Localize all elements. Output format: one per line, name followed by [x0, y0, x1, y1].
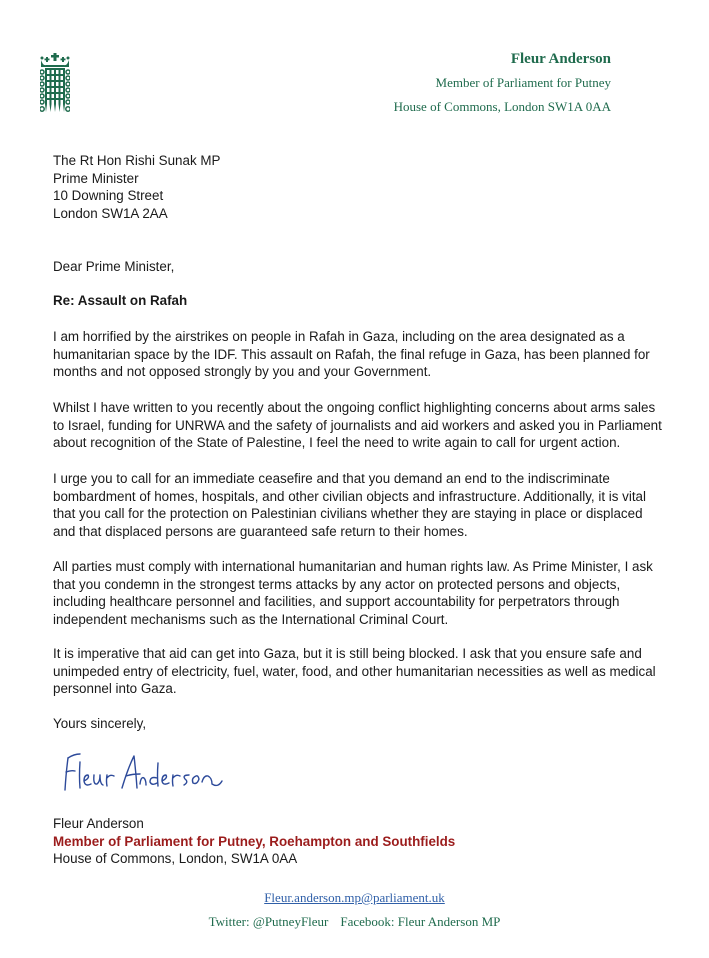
- paragraph: All parties must comply with international humanitarian and human rights law. As Prime Minister, I ask that you condemn in the strongest terms attacks by any actor on protected persons and objects, including healthcare personnel and facilities, and support accountability for perpetrators through independent mechanisms such as the International Criminal Court.: [53, 559, 653, 627]
- closing: Yours sincerely,: [53, 716, 147, 731]
- paragraph: I urge you to call for an immediate ceasefire and that you demand an end to the indiscriminate bombardment of homes, hospitals, and other civilian objects and infrastructure. Additionally, it is vital that you call for the protection on Palestinian civilians whether they are staying in place or displaced and that displaced persons are guaranteed safe return to their homes.: [53, 471, 646, 539]
- portcullis-icon: [40, 52, 70, 116]
- recipient-line: Prime Minister: [53, 170, 139, 186]
- email-link[interactable]: Fleur.anderson.mp@parliament.uk: [264, 890, 445, 905]
- paragraph: I am horrified by the airstrikes on people in Rafah in Gaza, including on the area designated as a humanitarian space by the IDF. This assault on Rafah, the final refuge in Gaza, has been planned for months and not opposed strongly by you and your Government.: [53, 329, 650, 379]
- facebook-page: Facebook: Fleur Anderson MP: [340, 914, 501, 929]
- paragraph: Whilst I have written to you recently about the ongoing conflict highlighting concerns about arms sales to Israel, funding for UNRWA and the safety of journalists and aid workers and asked you in Parliament about recognition of the State of Palestine, I feel the need to write again to call for urgent action.: [53, 400, 662, 450]
- letterhead-address: House of Commons, London SW1A 0AA: [393, 99, 611, 114]
- footer-email-row: [0, 890, 709, 906]
- twitter-handle: Twitter: @PutneyFleur: [208, 914, 329, 929]
- recipient-address: [53, 152, 663, 222]
- signatory-title: Member of Parliament for Putney, Roehampton and Southfields: [53, 833, 456, 849]
- footer-social-row: [0, 914, 709, 930]
- letterhead-name: Fleur Anderson: [510, 51, 611, 67]
- signatory-address: House of Commons, London, SW1A 0AA: [53, 851, 298, 866]
- recipient-line: London SW1A 2AA: [53, 205, 168, 221]
- salutation: Dear Prime Minister,: [53, 259, 175, 274]
- signature-block: [53, 815, 663, 868]
- letterhead: [394, 50, 611, 123]
- recipient-line: The Rt Hon Rishi Sunak MP: [53, 153, 221, 168]
- handwritten-signature: [62, 748, 242, 798]
- paragraph: It is imperative that aid can get into Gaza, but it is still being blocked. I ask that you ensure safe and unimpeded entry of electricity, fuel, water, food, and other humanitarian necessities as well as medical personnel into Gaza.: [53, 646, 656, 696]
- recipient-line: 10 Downing Street: [53, 188, 164, 203]
- subject-line: Re: Assault on Rafah: [53, 293, 188, 308]
- letterhead-role: Member of Parliament for Putney: [435, 75, 611, 90]
- signatory-name: Fleur Anderson: [53, 816, 144, 831]
